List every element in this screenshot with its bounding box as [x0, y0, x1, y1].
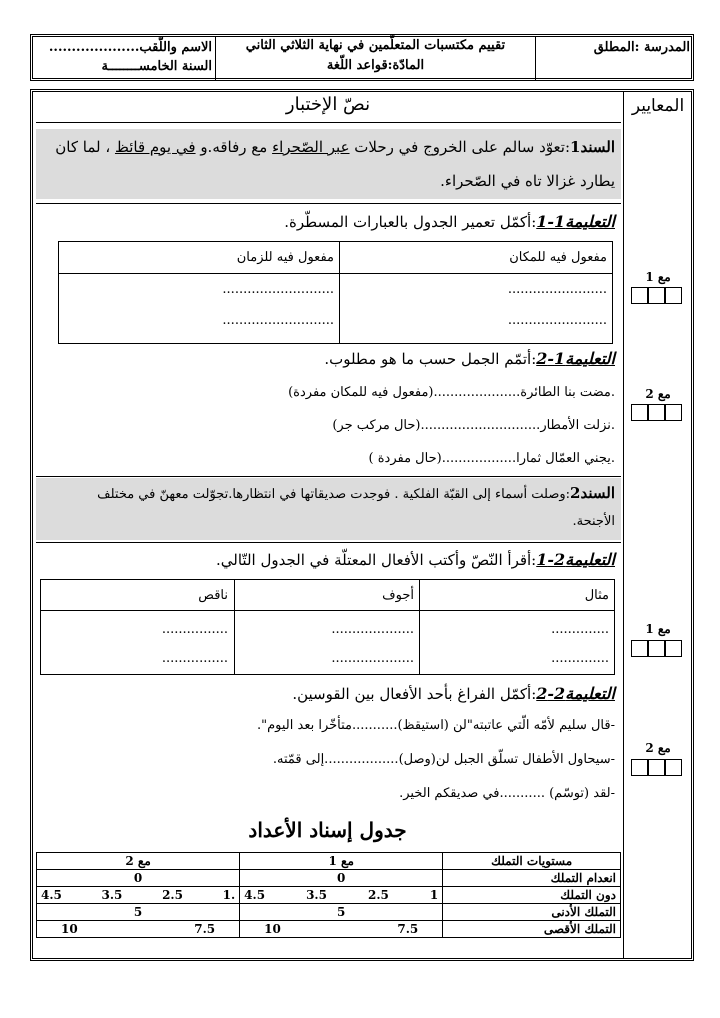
grading-table: [36, 852, 621, 938]
task2-2-label: التعليمة2-2: [536, 684, 615, 703]
table-rule: [339, 241, 340, 344]
score-boxes: [631, 640, 682, 657]
answer-dots: ................: [161, 622, 228, 637]
answer-dots: ..............: [551, 622, 609, 637]
row-max: التملك الأقصى: [443, 921, 621, 938]
school-name: المدرسة :المطلق: [593, 40, 690, 55]
table-row: دون التملك 1 2.5 3.5 4.5 .1 2.5 3.5 4.5: [37, 887, 621, 904]
task2-2: التعليمة2-2:أكمّل الفراغ بأحد الأفعال بين القوسين.: [292, 684, 615, 703]
subject: المادّة:قواعد اللّغة: [326, 58, 425, 73]
table-row: انعدام التملك 0 0: [37, 870, 621, 887]
answer-dots: ...........................: [222, 282, 334, 297]
task2-1-label: التعليمة2-1: [536, 550, 615, 569]
answer-dots: ..............: [551, 651, 609, 666]
col-place: مفعول فيه للمكان: [509, 250, 607, 265]
rule: [36, 203, 621, 204]
table-rule: [234, 579, 235, 675]
criterion-m2: مع 2: [645, 741, 671, 755]
answer-dots: ........................: [507, 313, 607, 328]
task1-2-label: التعليمة1-2: [536, 349, 615, 368]
answer-dots: ...........................: [222, 313, 334, 328]
rule: [36, 476, 621, 477]
sanad1-line1: السند1:تعوّد سالم على الخروج في رحلات عبر الصّحراء مع رفاقه.و في يوم قائظ ، لما كان: [55, 138, 615, 156]
row-below: دون التملك: [443, 887, 621, 904]
sanad1-line2: يطارد غزالا تاه في الصّحراء.: [440, 172, 615, 190]
row-none: انعدام التملك: [443, 870, 621, 887]
col-naqis: ناقص: [198, 588, 228, 603]
cell-levels: مستويات التملك: [443, 853, 621, 870]
sanad2-label: السند2: [570, 484, 615, 502]
criteria-title: المعايير: [631, 96, 685, 116]
sentence-1: .مضت بنا الطائرة.....................(مفعول فيه للمكان مفردة): [288, 385, 615, 400]
answer-dots: ....................: [331, 622, 414, 637]
criterion-m1: مع 1: [645, 270, 671, 284]
answer-dots: ........................: [507, 282, 607, 297]
table-row: التملك الأدنى 5 5: [37, 904, 621, 921]
student-name-field: الاسم واللّقب....................: [48, 40, 212, 55]
exam-title: تقييم مكتسبات المتعلّمين في نهاية الثلاثي الثاني: [245, 38, 506, 53]
grading-title: جدول إسناد الأعداد: [248, 818, 407, 842]
header-divider: [535, 36, 536, 80]
text-title: نصّ الإختبار: [285, 94, 371, 115]
sentence-3: .يجني العمّال ثمارا..................(حال مفردة ): [368, 451, 615, 466]
rule: [36, 542, 621, 543]
criterion-m2: مع 2: [645, 387, 671, 401]
sanad1-label: السند1: [570, 138, 615, 156]
task1-1-label: التعليمة1-1: [536, 212, 615, 231]
cell-m1: مع 1: [240, 853, 443, 870]
table-row: التملك الأقصى 7.5 10 7.5 10: [37, 921, 621, 938]
sentence-4: -قال سليم لأمّه الّتي عاتبته"لن (استيقظ)...........متأخّرا بعد اليوم".: [257, 718, 615, 733]
header-divider: [215, 36, 216, 80]
table-rule: [58, 273, 613, 274]
answer-dots: ................: [161, 651, 228, 666]
sentence-2: .نزلت الأمطار.............................(حال مركب جر): [332, 418, 615, 433]
sanad2-line2: الأجنحة.: [572, 514, 615, 529]
task1-2: التعليمة1-2:أتمّم الجمل حسب ما هو مطلوب.: [324, 349, 615, 368]
sanad2-line1: السند2:وصلت أسماء إلى القبّة الفلكية . فوجدت صديقاتها في انتظارها.تجوّلت معهنّ في مختلف: [97, 484, 615, 502]
criteria-divider: [623, 91, 624, 959]
underlined-place: عبر الصّحراء: [272, 138, 350, 156]
task2-1: التعليمة2-1:أقرأ النّصّ وأكتب الأفعال المعتلّة في الجدول التّالي.: [216, 550, 615, 569]
score-boxes: [631, 287, 682, 304]
row-min: التملك الأدنى: [443, 904, 621, 921]
underlined-time: في يوم قائظ: [114, 138, 196, 156]
rule: [36, 122, 621, 123]
col-time: مفعول فيه للزمان: [236, 250, 334, 265]
sentence-6: -لقد (توسّم) ...........في صديقكم الخير.: [399, 786, 615, 801]
school-year: السنة الخامســــــــة: [101, 59, 212, 74]
cell-m2: مع 2: [37, 853, 240, 870]
table-row: [37, 853, 621, 870]
answer-dots: ....................: [331, 651, 414, 666]
col-ajwaf: أجوف: [382, 588, 414, 603]
score-boxes: [631, 759, 682, 776]
table-rule: [419, 579, 420, 675]
sentence-5: -سيحاول الأطفال تسلّق الجبل لن(وصل)..................إلى قمّته.: [272, 752, 615, 767]
score-boxes: [631, 404, 682, 421]
table-rule: [40, 610, 615, 611]
criterion-m1: مع 1: [645, 622, 671, 636]
col-mithal: مثال: [584, 588, 609, 603]
task1-1: التعليمة1-1:أكمّل تعمير الجدول بالعبارات المسطّرة.: [284, 212, 615, 231]
